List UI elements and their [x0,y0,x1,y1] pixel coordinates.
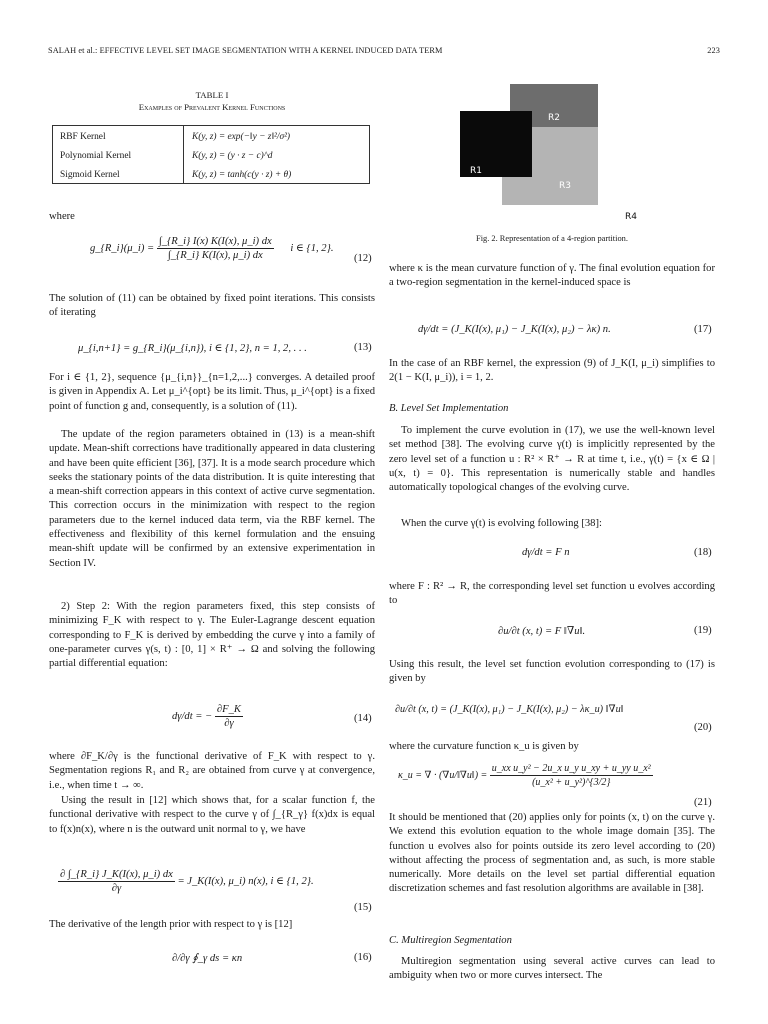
paragraph: The derivative of the length prior with respect to γ is [12] [49,919,293,930]
paragraph: The solution of (11) can be obtained by fixed point iterations. This consists of iterating [49,293,375,319]
eq19-number: (19) [694,625,712,636]
paragraph: 2) Step 2: With the region parameters fixed, this step consists of minimizing F_K with respect to γ. The Euler-Lagrange descent equation corresponding to F_K is derived by embedding the curve γ into a family of one-parameter curves γ(s, t) : [0, 1] × R⁺ → Ω and solving the following partial differential equation: [49,601,375,670]
running-title: SALAH et al.: EFFECTIVE LEVEL SET IMAGE SEGMENTATION WITH A KERNEL INDUCED DATA TERM [48,46,443,55]
eq14-fraction [215,704,243,729]
eq15-fraction [58,869,175,894]
paragraph: Using the result in [12] which shows that, for a scalar function f, the functional derivative with respect to the curve γ of ∫_{R_γ} f(x)dx is equal to f(x)n(x), where n is the outward unit normal to γ, we have [49,795,375,835]
label-r4: R4 [625,212,637,222]
left-where: where [49,211,75,222]
left-paragraph-2 [49,371,375,414]
kernel-formula: K(y, z) = exp(−‖y − z‖²/σ²) [192,131,291,142]
kernel-formula: K(y, z) = (y · z − c)^d [192,150,273,161]
eq21-numerator: u_xx u_y² − 2u_x u_y u_xy + u_yy u_x² [491,763,651,774]
right-paragraph-2 [389,357,715,386]
table-row [52,165,370,184]
kernel-table [52,125,370,184]
equation-20: ∂u/∂t (x, t) = (J_K(I(x), μ₁) − J_K(I(x), μ₂) − λκ_u) ‖∇u‖ [395,704,624,715]
table-title [49,90,375,113]
eq17-number: (17) [694,324,712,335]
left-paragraph-5 [49,750,375,793]
paragraph: where κ is the mean curvature function of γ. The final evolution equation for a two-region segmentation in the kernel-induced space is [389,263,715,289]
left-paragraph-3 [49,428,375,571]
eq15-rhs: = J_K(I(x), μ_i) n(x), i ∈ {1, 2}. [177,875,314,887]
paragraph: When the curve γ(t) is evolving following [38]: [401,518,602,529]
eq14-numerator: ∂F_K [216,704,241,715]
paragraph: where ∂F_K/∂γ is the functional derivative of F_K with respect to γ. Segmentation regions R₁ and R₂ are obtained from curve γ at convergence, i.e., when time t → ∞. [49,751,375,791]
eq12-lhs: g_{R_i}(μ_i) = [90,242,155,254]
paragraph: where F : R² → R, the corresponding level set function u evolves according to [389,581,715,607]
kernel-name: Sigmoid Kernel [52,165,184,184]
running-header [48,46,720,60]
figure-2 [460,84,640,224]
right-paragraph-9 [389,955,715,984]
table-caption: Examples of Prevalent Kernel Functions [138,101,286,112]
page-number: 223 [707,46,720,55]
kernel-name: RBF Kernel [52,125,184,146]
table-row [52,125,370,146]
right-paragraph-3 [389,424,715,495]
eq21-fraction [490,763,653,788]
eq12-number: (12) [354,253,372,264]
eq12-condition: i ∈ {1, 2}. [290,242,334,254]
eq20-number: (20) [694,722,712,733]
equation-18: dγ/dt = F n [522,547,570,558]
left-paragraph-6 [49,794,375,837]
section-b-heading: B. Level Set Implementation [389,403,509,414]
eq14-lhs: dγ/dt = − [172,710,213,722]
kernel-formula: K(y, z) = tanh(c(y · z) + θ) [192,169,292,180]
paragraph: The update of the region parameters obtained in (13) is a mean-shift update. Mean-shift corrections have traditionally appeared in data clustering and have been quite efficient [36], [37]. It is a mode search procedure which seeks the stationary points of the data distribution. It is quite interesting that a mean-shift correction appears in this context of active curve segmentation. This correction occurs in the minimization with respect to the region parameters due to the kernel induced data term, via the RBF kernel. The effectiveness and flexibility of this kernel formulation and the ensuing mean-shift update will be confirmed by an extensive experimentation in Section IV. [49,429,375,569]
section-c-heading: C. Multiregion Segmentation [389,935,512,946]
eq14-number: (14) [354,713,372,724]
eq12-denominator: ∫_{R_i} K(I(x), μ_i) dx [167,250,263,261]
right-paragraph-4 [389,517,715,531]
eq21-number: (21) [694,797,712,808]
equation-17: dγ/dt = (J_K(I(x), μ₁) − J_K(I(x), μ₂) − λκ) n. [418,324,611,335]
paragraph: It should be mentioned that (20) applies only for points (x, t) on the curve γ. We extend this evolution equation to the whole image domain [35]. The function u evolves also for points outside its zero level according to (20) without affecting the process of segmentation and, as such, is more stable numerically. More details on the level set partial differential equation discretization schemes and fast resolution algorithms are available in [38]. [389,812,715,895]
equation-15 [58,869,314,894]
eq15-numerator: ∂ ∫_{R_i} J_K(I(x), μ_i) dx [60,869,173,880]
eq18-number: (18) [694,547,712,558]
eq15-denominator: ∂γ [111,883,122,894]
equation-16: ∂/∂γ ∮_γ ds = κn [172,953,243,964]
right-paragraph-1 [389,262,715,291]
label-r2: R2 [548,113,560,123]
label-r3: R3 [559,181,571,191]
eq16-number: (16) [354,952,372,963]
equation-21 [398,763,653,788]
right-paragraph-6 [389,658,715,687]
kernel-name: Polynomial Kernel [52,146,184,165]
paragraph: For i ∈ {1, 2}, sequence {μ_{i,n}}_{n=1,2,...} converges. A detailed proof is given in Appendix A. Let μ_i^{opt} be its limit. Thus, μ_i^{opt} is a fixed point of function g and, consequently, is a solution of (11). [49,372,375,412]
paragraph: Using this result, the level set function evolution corresponding to (17) is given by [389,659,715,685]
paragraph: To implement the curve evolution in (17), we use the well-known level set method [38]. The evolving curve γ(t) is implicitly represented by the zero level set of a function u : R² × R⁺ → R at time t, i.e., γ(t) = {x ∈ Ω | u(x, t) = 0}. This representation is numerically stable and handles automatically topological changes of the evolving curve. [389,425,715,494]
paragraph: Multiregion segmentation using several active curves can lead to ambiguity when two or more curves intersect. The [389,956,715,982]
paragraph: where the curvature function κ_u is given by [389,741,579,752]
eq21-lhs: κ_u = ∇ · (∇u/‖∇u‖) = [398,769,488,781]
equation-19: ∂u/∂t (x, t) = F ‖∇u‖. [498,626,586,637]
right-paragraph-8 [389,811,715,897]
paragraph: In the case of an RBF kernel, the expression (9) of J_K(I, μ_i) simplifies to 2(1 − K(I, μ_i)), i = 1, 2. [389,358,715,384]
table-label: TABLE I [195,90,229,100]
eq21-denominator: (u_x² + u_y²)^{3/2} [532,777,611,788]
eq13-number: (13) [354,342,372,353]
label-r1: R1 [470,166,482,176]
left-paragraph-7 [49,918,375,932]
eq14-denominator: ∂γ [224,718,234,729]
left-paragraph-1 [49,292,375,321]
eq15-number: (15) [354,902,372,913]
figure-caption: Fig. 2. Representation of a 4-region partition. [476,234,628,243]
eq12-fraction [157,236,274,261]
left-paragraph-4 [49,600,375,671]
equation-12 [90,236,334,261]
equation-13: μ_{i,n+1} = g_{R_i}(μ_{i,n}), i ∈ {1, 2}, n = 1, 2, . . . [78,343,307,354]
table-row [52,146,370,165]
right-paragraph-5 [389,580,715,609]
right-paragraph-7 [389,740,715,754]
equation-14 [172,704,243,729]
eq12-numerator: ∫_{R_i} I(x) K(I(x), μ_i) dx [158,236,272,247]
